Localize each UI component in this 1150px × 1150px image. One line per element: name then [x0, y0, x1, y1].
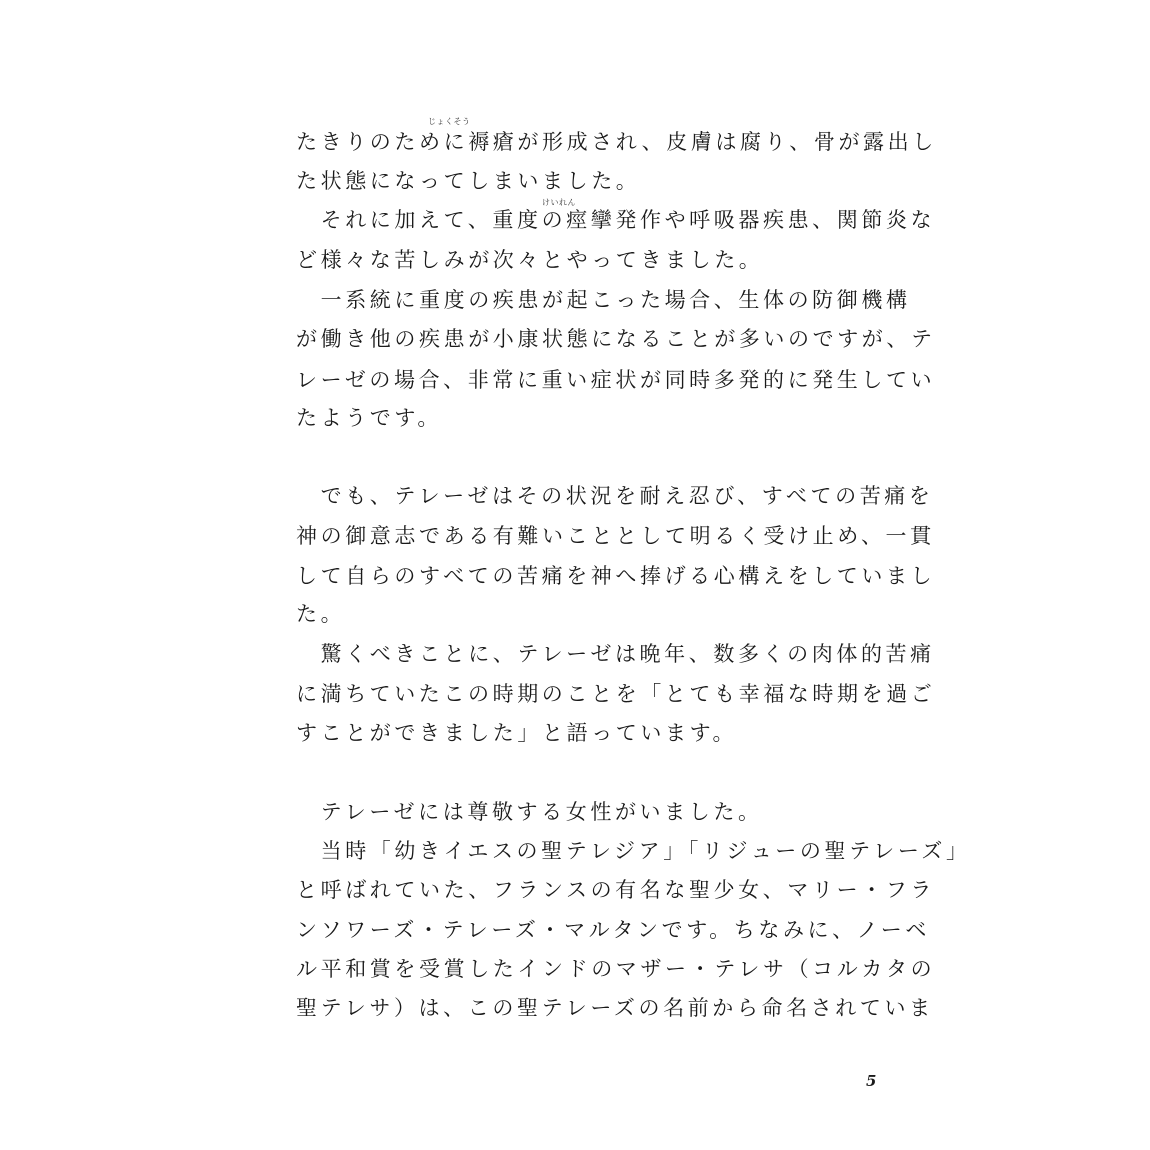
- text-line-20: ル平和賞を受賞したインドのマザー・テレサ（コルカタの: [296, 957, 936, 981]
- text-line-3: それに加えて、重度の痙攣発作や呼吸器疾患、関節炎な: [296, 208, 936, 232]
- text-line-2: た状態になってしまいました。: [296, 169, 641, 193]
- text-line-9: でも、テレーゼはその状況を耐え忍び、すべての苦痛を: [296, 484, 934, 508]
- text-line-16: テレーゼには尊敬する女性がいました。: [296, 800, 763, 824]
- text-line-8: たようです。: [296, 406, 442, 430]
- text-line-13: 驚くべきことに、テレーゼは晩年、数多くの肉体的苦痛: [296, 642, 935, 666]
- text-line-5: 一系統に重度の疾患が起こった場合、生体の防御機構: [296, 288, 911, 312]
- text-line-12: た。: [296, 602, 346, 626]
- text-line-21: 聖テレサ）は、この聖テレーズの名前から命名されていま: [296, 996, 934, 1020]
- text-line-14: に満ちていたこの時期のことを「とても幸福な時期を過ご: [296, 682, 936, 706]
- book-page: [296, 0, 971, 1150]
- text-line-6: が働き他の疾患が小康状態になることが多いのですが、テ: [296, 327, 936, 351]
- ruby-keiren: けいれん: [542, 198, 576, 207]
- text-line-15: すことができました」と語っています。: [296, 721, 738, 745]
- text-line-11: して自らのすべての苦痛を神へ捧げる心構えをしていまし: [296, 564, 936, 588]
- text-line-10: 神の御意志である有難いこととして明るく受け止め、一貫: [296, 524, 935, 548]
- text-line-4: ど様々な苦しみが次々とやってきました。: [296, 248, 764, 272]
- text-line-1: たきりのために褥瘡が形成され、皮膚は腐り、骨が露出し: [296, 130, 937, 154]
- text-line-18: と呼ばれていた、フランスの有名な聖少女、マリー・フラ: [296, 878, 935, 902]
- text-line-17: 当時「幼きイエスの聖テレジア」「リジューの聖テレーズ」: [296, 839, 971, 863]
- page-number: 5: [866, 1072, 877, 1090]
- text-line-7: レーゼの場合、非常に重い症状が同時多発的に発生してい: [296, 368, 936, 392]
- ruby-jokuso: じょくそう: [428, 117, 471, 126]
- text-line-19: ンソワーズ・テレーズ・マルタンです。ちなみに、ノーベ: [296, 918, 930, 942]
